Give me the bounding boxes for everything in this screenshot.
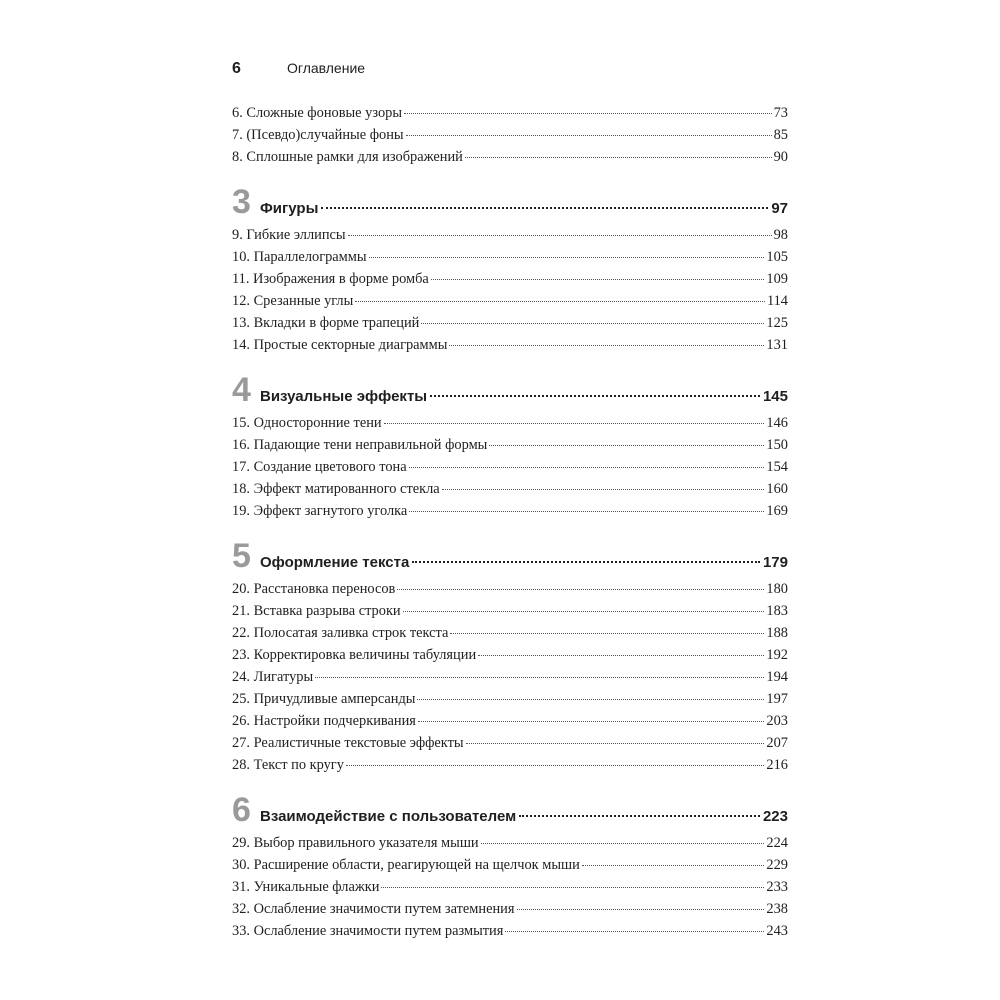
toc-entry-page: 169 xyxy=(766,503,788,519)
running-head: Оглавление xyxy=(287,60,366,76)
dot-leader xyxy=(489,445,764,446)
toc-entry-title: 24. Лигатуры xyxy=(232,669,314,685)
dot-leader xyxy=(431,279,765,280)
toc-entry-page: 125 xyxy=(766,315,788,331)
toc-entry-page: 90 xyxy=(773,149,788,165)
dot-leader xyxy=(450,633,764,634)
toc-entry-title: 26. Настройки подчеркивания xyxy=(232,713,416,729)
toc-entry-title: 20. Расстановка переносов xyxy=(232,581,396,597)
toc-entry-page: 216 xyxy=(766,757,788,773)
toc-entry-title: 15. Односторонние тени xyxy=(232,415,382,431)
chapter-heading-3[interactable] xyxy=(232,183,788,221)
chapter-heading-6[interactable] xyxy=(232,791,788,829)
toc-entry[interactable] xyxy=(232,459,788,481)
toc-entry-page: 154 xyxy=(766,459,788,475)
toc-entry-page: 150 xyxy=(766,437,788,453)
toc-entry-title: 16. Падающие тени неправильной формы xyxy=(232,437,488,453)
toc-entry-page: 98 xyxy=(773,227,788,243)
toc-entry-title: 14. Простые секторные диаграммы xyxy=(232,337,448,353)
toc-entry-title: 10. Параллелограммы xyxy=(232,249,367,265)
toc-entry-title: 28. Текст по кругу xyxy=(232,757,344,773)
dot-leader xyxy=(466,743,765,744)
toc-entry-page: 109 xyxy=(766,271,788,287)
toc-entry[interactable] xyxy=(232,603,788,625)
toc-entry-title: 12. Срезанные углы xyxy=(232,293,354,309)
toc-entry-title: 8. Сплошные рамки для изображений xyxy=(232,149,463,165)
dot-leader xyxy=(369,257,765,258)
chapter-number: 3 xyxy=(232,183,251,221)
chapter-title: Визуальные эффекты xyxy=(260,388,428,405)
toc-entry-title: 19. Эффект загнутого уголка xyxy=(232,503,408,519)
toc-entry-title: 25. Причудливые амперсанды xyxy=(232,691,416,707)
toc-entry-page: 85 xyxy=(773,127,788,143)
toc-entry[interactable] xyxy=(232,271,788,293)
dot-leader xyxy=(403,611,765,612)
toc-entry[interactable] xyxy=(232,923,788,945)
dot-leader xyxy=(348,235,772,236)
dot-leader xyxy=(582,865,765,866)
toc-entry[interactable] xyxy=(232,149,788,171)
dot-leader xyxy=(478,655,764,656)
dot-leader xyxy=(321,207,768,209)
dot-leader xyxy=(519,815,760,817)
chapter-title: Фигуры xyxy=(260,200,319,217)
toc-entry[interactable] xyxy=(232,735,788,757)
chapter-number: 4 xyxy=(232,371,251,409)
dot-leader xyxy=(430,395,760,397)
dot-leader xyxy=(409,467,765,468)
toc-entry-page: 73 xyxy=(773,105,788,121)
toc-entry[interactable] xyxy=(232,127,788,149)
toc-entry[interactable] xyxy=(232,503,788,525)
toc-entry-title: 32. Ослабление значимости путем затемнения xyxy=(232,901,515,917)
dot-leader xyxy=(381,887,764,888)
dot-leader xyxy=(417,699,764,700)
toc-entry-title: 11. Изображения в форме ромба xyxy=(232,271,429,287)
toc-entry-page: 207 xyxy=(766,735,788,751)
toc-entry-title: 29. Выбор правильного указателя мыши xyxy=(232,835,479,851)
dot-leader xyxy=(412,561,760,563)
page-header xyxy=(232,60,788,84)
toc-entry-title: 18. Эффект матированного стекла xyxy=(232,481,440,497)
toc-entry[interactable] xyxy=(232,757,788,779)
dot-leader xyxy=(465,157,772,158)
dot-leader xyxy=(449,345,764,346)
toc-entry[interactable] xyxy=(232,879,788,901)
dot-leader xyxy=(355,301,765,302)
toc-entry[interactable] xyxy=(232,857,788,879)
dot-leader xyxy=(442,489,765,490)
toc-entry-title: 7. (Псевдо)случайные фоны xyxy=(232,127,404,143)
chapter-number: 5 xyxy=(232,537,251,575)
dot-leader xyxy=(404,113,772,114)
dot-leader xyxy=(481,843,765,844)
dot-leader xyxy=(384,423,765,424)
toc-entry-page: 160 xyxy=(766,481,788,497)
toc-entry-page: 180 xyxy=(766,581,788,597)
toc-entry[interactable] xyxy=(232,691,788,713)
toc-entry-page: 183 xyxy=(766,603,788,619)
toc-entry-title: 22. Полосатая заливка строк текста xyxy=(232,625,449,641)
page-number: 6 xyxy=(232,60,241,77)
toc-entry-page: 114 xyxy=(766,293,788,309)
toc-entry[interactable] xyxy=(232,581,788,603)
toc-entry-title: 6. Сложные фоновые узоры xyxy=(232,105,403,121)
toc-entry[interactable] xyxy=(232,315,788,337)
dot-leader xyxy=(409,511,764,512)
toc-entry-page: 229 xyxy=(766,857,788,873)
toc-entry-title: 9. Гибкие эллипсы xyxy=(232,227,346,243)
table-of-contents xyxy=(232,105,788,945)
toc-entry[interactable] xyxy=(232,437,788,459)
toc-entry-page: 194 xyxy=(766,669,788,685)
toc-entry[interactable] xyxy=(232,713,788,735)
toc-entry-title: 21. Вставка разрыва строки xyxy=(232,603,401,619)
toc-entry[interactable] xyxy=(232,835,788,857)
toc-entry[interactable] xyxy=(232,901,788,923)
chapter-page: 179 xyxy=(762,554,788,571)
toc-entry[interactable] xyxy=(232,227,788,249)
toc-entry-title: 23. Корректировка величины табуляции xyxy=(232,647,477,663)
dot-leader xyxy=(421,323,764,324)
chapter-heading-5[interactable] xyxy=(232,537,788,575)
chapter-page: 145 xyxy=(762,388,788,405)
toc-entry[interactable] xyxy=(232,481,788,503)
toc-entry[interactable] xyxy=(232,337,788,359)
toc-entry-page: 146 xyxy=(766,415,788,431)
toc-entry-page: 233 xyxy=(766,879,788,895)
dot-leader xyxy=(505,931,764,932)
toc-entry-title: 33. Ослабление значимости путем размытия xyxy=(232,923,504,939)
dot-leader xyxy=(418,721,764,722)
dot-leader xyxy=(397,589,764,590)
toc-entry[interactable] xyxy=(232,293,788,315)
chapter-page: 97 xyxy=(771,200,788,217)
chapter-number: 6 xyxy=(232,791,251,829)
toc-entry-title: 27. Реалистичные текстовые эффекты xyxy=(232,735,464,751)
chapter-title: Оформление текста xyxy=(260,554,410,571)
toc-entry-title: 31. Уникальные флажки xyxy=(232,879,380,895)
chapter-page: 223 xyxy=(762,808,788,825)
dot-leader xyxy=(406,135,772,136)
toc-entry-page: 203 xyxy=(766,713,788,729)
toc-entry-page: 243 xyxy=(766,923,788,939)
toc-entry-title: 30. Расширение области, реагирующей на щелчок мыши xyxy=(232,857,580,873)
toc-entry-title: 13. Вкладки в форме трапеций xyxy=(232,315,420,331)
toc-entry-page: 238 xyxy=(766,901,788,917)
toc-entry-page: 131 xyxy=(766,337,788,353)
toc-entry-page: 188 xyxy=(766,625,788,641)
toc-entry[interactable] xyxy=(232,415,788,437)
toc-entry[interactable] xyxy=(232,625,788,647)
dot-leader xyxy=(346,765,765,766)
toc-entry[interactable] xyxy=(232,249,788,271)
toc-entry[interactable] xyxy=(232,105,788,127)
toc-entry-title: 17. Создание цветового тона xyxy=(232,459,407,475)
toc-entry-page: 197 xyxy=(766,691,788,707)
chapter-title: Взаимодействие с пользователем xyxy=(260,808,517,825)
dot-leader xyxy=(315,677,764,678)
chapter-heading-4[interactable] xyxy=(232,371,788,409)
toc-entry-page: 224 xyxy=(766,835,788,851)
dot-leader xyxy=(517,909,765,910)
toc-entry[interactable] xyxy=(232,669,788,691)
toc-entry[interactable] xyxy=(232,647,788,669)
toc-entry-page: 105 xyxy=(766,249,788,265)
toc-entry-page: 192 xyxy=(766,647,788,663)
